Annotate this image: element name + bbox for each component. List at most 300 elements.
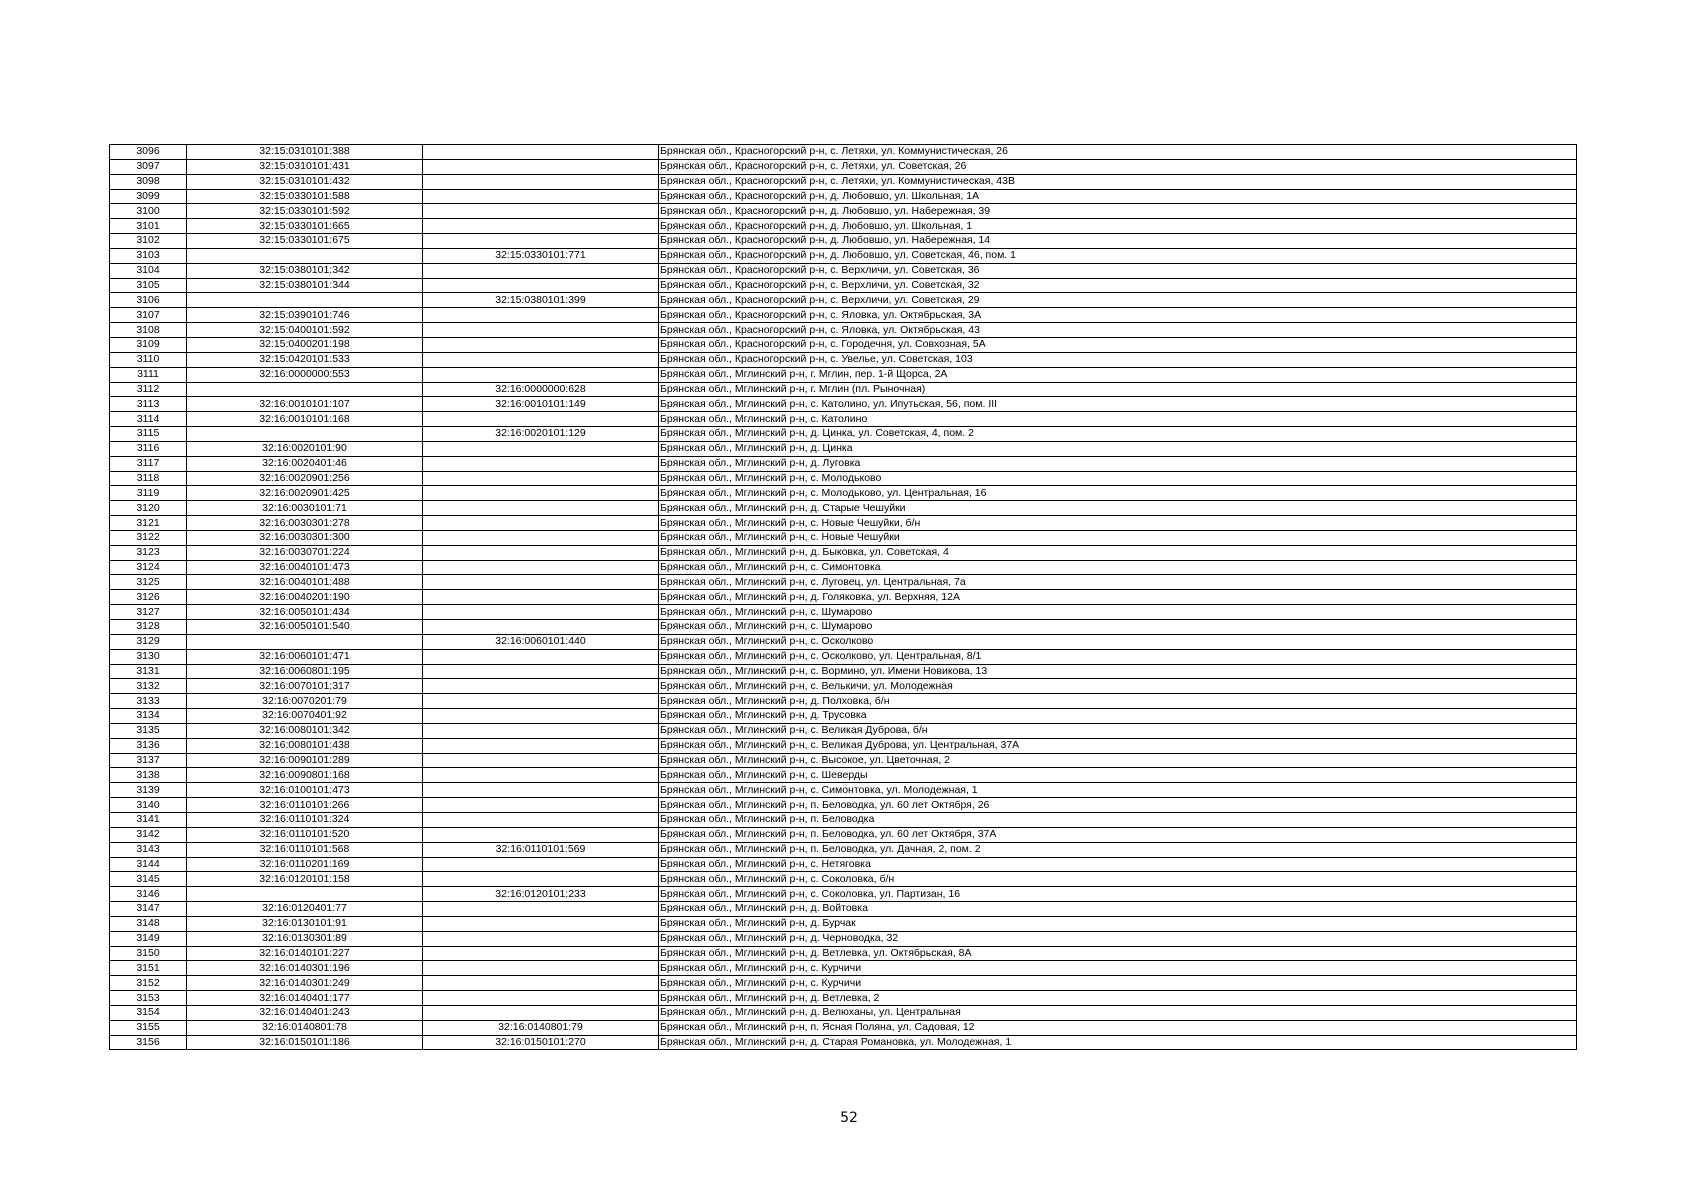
related-cadastral-number-cell bbox=[423, 575, 659, 590]
table-row bbox=[110, 308, 1577, 323]
table-row bbox=[110, 887, 1577, 902]
related-cadastral-number-cell: 32:16:0120101:233 bbox=[423, 887, 659, 902]
cadastral-number-cell bbox=[187, 382, 423, 397]
row-number-cell: 3124 bbox=[110, 560, 187, 575]
address-cell: Брянская обл., Мглинский р-н, с. Великая Дуброва, б/н bbox=[659, 723, 1577, 738]
address-cell: Брянская обл., Мглинский р-н, с. Нетяговка bbox=[659, 857, 1577, 872]
row-number-cell: 3114 bbox=[110, 412, 187, 427]
cadastral-number-cell: 32:16:0120101:158 bbox=[187, 872, 423, 887]
related-cadastral-number-cell bbox=[423, 709, 659, 724]
address-cell: Брянская обл., Красногорский р-н, д. Любовшо, ул. Набережная, 39 bbox=[659, 204, 1577, 219]
related-cadastral-number-cell: 32:16:0010101:149 bbox=[423, 397, 659, 412]
row-number-cell: 3152 bbox=[110, 976, 187, 991]
page-number: 52 bbox=[840, 1110, 858, 1126]
address-cell: Брянская обл., Мглинский р-н, с. Великая Дуброва, ул. Центральная, 37А bbox=[659, 738, 1577, 753]
table-row bbox=[110, 1020, 1577, 1035]
related-cadastral-number-cell: 32:15:0330101:771 bbox=[423, 248, 659, 263]
row-number-cell: 3111 bbox=[110, 367, 187, 382]
row-number-cell: 3155 bbox=[110, 1020, 187, 1035]
table-row bbox=[110, 248, 1577, 263]
row-number-cell: 3106 bbox=[110, 293, 187, 308]
address-cell: Брянская обл., Красногорский р-н, с. Верхличи, ул. Советская, 29 bbox=[659, 293, 1577, 308]
table-row bbox=[110, 916, 1577, 931]
row-number-cell: 3131 bbox=[110, 664, 187, 679]
table-row bbox=[110, 738, 1577, 753]
table-row bbox=[110, 976, 1577, 991]
table-row bbox=[110, 397, 1577, 412]
related-cadastral-number-cell bbox=[423, 560, 659, 575]
table-row bbox=[110, 812, 1577, 827]
row-number-cell: 3096 bbox=[110, 145, 187, 160]
cadastral-number-cell bbox=[187, 248, 423, 263]
related-cadastral-number-cell bbox=[423, 471, 659, 486]
table-row bbox=[110, 620, 1577, 635]
table-row bbox=[110, 323, 1577, 338]
row-number-cell: 3113 bbox=[110, 397, 187, 412]
table-row bbox=[110, 1035, 1577, 1050]
row-number-cell: 3129 bbox=[110, 634, 187, 649]
related-cadastral-number-cell bbox=[423, 323, 659, 338]
related-cadastral-number-cell bbox=[423, 145, 659, 160]
address-cell: Брянская обл., Мглинский р-н, д. Бурчак bbox=[659, 916, 1577, 931]
cadastral-number-cell: 32:16:0050101:434 bbox=[187, 605, 423, 620]
row-number-cell: 3122 bbox=[110, 530, 187, 545]
table-row bbox=[110, 174, 1577, 189]
cadastral-number-cell: 32:16:0040201:190 bbox=[187, 590, 423, 605]
table-row bbox=[110, 694, 1577, 709]
table-row bbox=[110, 753, 1577, 768]
cadastral-number-cell: 32:16:0040101:488 bbox=[187, 575, 423, 590]
row-number-cell: 3104 bbox=[110, 263, 187, 278]
cadastral-number-cell: 32:16:0110201:169 bbox=[187, 857, 423, 872]
address-cell: Брянская обл., Мглинский р-н, д. Ветлевка, 2 bbox=[659, 991, 1577, 1006]
cadastral-number-cell bbox=[187, 427, 423, 442]
address-cell: Брянская обл., Мглинский р-н, д. Быковка, ул. Советская, 4 bbox=[659, 545, 1577, 560]
related-cadastral-number-cell bbox=[423, 857, 659, 872]
cadastral-number-cell: 32:16:0140301:249 bbox=[187, 976, 423, 991]
cadastral-number-cell: 32:16:0090801:168 bbox=[187, 768, 423, 783]
cadastral-number-cell: 32:15:0310101:432 bbox=[187, 174, 423, 189]
cadastral-number-cell: 32:15:0310101:388 bbox=[187, 145, 423, 160]
related-cadastral-number-cell bbox=[423, 961, 659, 976]
row-number-cell: 3108 bbox=[110, 323, 187, 338]
table-row bbox=[110, 382, 1577, 397]
row-number-cell: 3123 bbox=[110, 545, 187, 560]
address-cell: Брянская обл., Мглинский р-н, с. Католино bbox=[659, 412, 1577, 427]
cadastral-number-cell: 32:15:0330101:675 bbox=[187, 234, 423, 249]
table-row bbox=[110, 293, 1577, 308]
address-cell: Брянская обл., Мглинский р-н, г. Мглин, пер. 1-й Щорса, 2А bbox=[659, 367, 1577, 382]
table-row bbox=[110, 842, 1577, 857]
row-number-cell: 3117 bbox=[110, 456, 187, 471]
cadastral-number-cell: 32:16:0070401:92 bbox=[187, 709, 423, 724]
table-row bbox=[110, 605, 1577, 620]
table-row bbox=[110, 204, 1577, 219]
related-cadastral-number-cell bbox=[423, 649, 659, 664]
related-cadastral-number-cell bbox=[423, 798, 659, 813]
table-row bbox=[110, 545, 1577, 560]
address-cell: Брянская обл., Мглинский р-н, п. Беловодка, ул. Дачная, 2, пом. 2 bbox=[659, 842, 1577, 857]
address-cell: Брянская обл., Мглинский р-н, с. Новые Чешуйки bbox=[659, 530, 1577, 545]
address-cell: Брянская обл., Красногорский р-н, д. Любовшо, ул. Школьная, 1 bbox=[659, 219, 1577, 234]
related-cadastral-number-cell bbox=[423, 738, 659, 753]
address-cell: Брянская обл., Мглинский р-н, с. Соколовка, ул. Партизан, 16 bbox=[659, 887, 1577, 902]
cadastral-number-cell: 32:16:0110101:568 bbox=[187, 842, 423, 857]
address-cell: Брянская обл., Мглинский р-н, с. Курчичи bbox=[659, 976, 1577, 991]
cadastral-number-cell: 32:15:0380101:344 bbox=[187, 278, 423, 293]
address-cell: Брянская обл., Мглинский р-н, п. Беловодка bbox=[659, 812, 1577, 827]
table-row bbox=[110, 530, 1577, 545]
row-number-cell: 3156 bbox=[110, 1035, 187, 1050]
address-cell: Брянская обл., Красногорский р-н, с. Летяхи, ул. Советская, 26 bbox=[659, 159, 1577, 174]
table-row bbox=[110, 783, 1577, 798]
cadastral-number-cell: 32:15:0400101:592 bbox=[187, 323, 423, 338]
cadastral-number-cell: 32:16:0140801:78 bbox=[187, 1020, 423, 1035]
table-row bbox=[110, 516, 1577, 531]
table-row bbox=[110, 798, 1577, 813]
address-cell: Брянская обл., Мглинский р-н, д. Голяковка, ул. Верхняя, 12А bbox=[659, 590, 1577, 605]
related-cadastral-number-cell bbox=[423, 827, 659, 842]
cadastral-number-cell: 32:15:0330101:665 bbox=[187, 219, 423, 234]
address-cell: Брянская обл., Красногорский р-н, д. Любовшо, ул. Школьная, 1А bbox=[659, 189, 1577, 204]
address-cell: Брянская обл., Мглинский р-н, д. Войтовка bbox=[659, 902, 1577, 917]
cadastral-number-cell bbox=[187, 634, 423, 649]
cadastral-number-cell: 32:16:0150101:186 bbox=[187, 1035, 423, 1050]
table-row bbox=[110, 1005, 1577, 1020]
table-row bbox=[110, 427, 1577, 442]
table-row bbox=[110, 961, 1577, 976]
cadastral-number-cell: 32:16:0110101:266 bbox=[187, 798, 423, 813]
row-number-cell: 3118 bbox=[110, 471, 187, 486]
row-number-cell: 3154 bbox=[110, 1005, 187, 1020]
row-number-cell: 3112 bbox=[110, 382, 187, 397]
address-cell: Брянская обл., Красногорский р-н, с. Верхличи, ул. Советская, 36 bbox=[659, 263, 1577, 278]
address-cell: Брянская обл., Мглинский р-н, с. Осколково bbox=[659, 634, 1577, 649]
row-number-cell: 3137 bbox=[110, 753, 187, 768]
cadastral-number-cell: 32:16:0010101:107 bbox=[187, 397, 423, 412]
cadastral-number-cell: 32:16:0140101:227 bbox=[187, 946, 423, 961]
cadastral-number-cell: 32:16:0120401:77 bbox=[187, 902, 423, 917]
row-number-cell: 3134 bbox=[110, 709, 187, 724]
related-cadastral-number-cell bbox=[423, 367, 659, 382]
row-number-cell: 3120 bbox=[110, 501, 187, 516]
cadastral-number-cell: 32:16:0020101:90 bbox=[187, 441, 423, 456]
row-number-cell: 3102 bbox=[110, 234, 187, 249]
cadastral-number-cell: 32:16:0140401:177 bbox=[187, 991, 423, 1006]
address-cell: Брянская обл., Мглинский р-н, с. Луговец, ул. Центральная, 7а bbox=[659, 575, 1577, 590]
row-number-cell: 3144 bbox=[110, 857, 187, 872]
row-number-cell: 3142 bbox=[110, 827, 187, 842]
table-row bbox=[110, 367, 1577, 382]
related-cadastral-number-cell bbox=[423, 337, 659, 352]
address-cell: Брянская обл., Мглинский р-н, д. Черноводка, 32 bbox=[659, 931, 1577, 946]
address-cell: Брянская обл., Мглинский р-н, г. Мглин (пл. Рыночная) bbox=[659, 382, 1577, 397]
address-cell: Брянская обл., Мглинский р-н, с. Симонтовка, ул. Молодежная, 1 bbox=[659, 783, 1577, 798]
related-cadastral-number-cell bbox=[423, 976, 659, 991]
row-number-cell: 3151 bbox=[110, 961, 187, 976]
cadastral-number-cell: 32:16:0040101:473 bbox=[187, 560, 423, 575]
cadastral-number-cell: 32:16:0010101:168 bbox=[187, 412, 423, 427]
related-cadastral-number-cell bbox=[423, 456, 659, 471]
table-row bbox=[110, 352, 1577, 367]
cadastral-number-cell: 32:15:0310101:431 bbox=[187, 159, 423, 174]
related-cadastral-number-cell bbox=[423, 486, 659, 501]
row-number-cell: 3133 bbox=[110, 694, 187, 709]
related-cadastral-number-cell bbox=[423, 1005, 659, 1020]
related-cadastral-number-cell bbox=[423, 530, 659, 545]
cadastral-number-cell bbox=[187, 887, 423, 902]
row-number-cell: 3140 bbox=[110, 798, 187, 813]
cadastral-number-cell: 32:16:0020901:425 bbox=[187, 486, 423, 501]
row-number-cell: 3107 bbox=[110, 308, 187, 323]
registry-table bbox=[109, 144, 1577, 1050]
address-cell: Брянская обл., Мглинский р-н, п. Ясная Поляна, ул. Садовая, 12 bbox=[659, 1020, 1577, 1035]
table-row bbox=[110, 501, 1577, 516]
related-cadastral-number-cell bbox=[423, 204, 659, 219]
table-row bbox=[110, 219, 1577, 234]
table-row bbox=[110, 456, 1577, 471]
table-row bbox=[110, 159, 1577, 174]
table-row bbox=[110, 768, 1577, 783]
table-row bbox=[110, 649, 1577, 664]
row-number-cell: 3126 bbox=[110, 590, 187, 605]
registry-table-container bbox=[109, 144, 1577, 1050]
address-cell: Брянская обл., Мглинский р-н, с. Новые Чешуйки, б/н bbox=[659, 516, 1577, 531]
address-cell: Брянская обл., Мглинский р-н, с. Велькичи, ул. Молодежная bbox=[659, 679, 1577, 694]
related-cadastral-number-cell bbox=[423, 768, 659, 783]
related-cadastral-number-cell bbox=[423, 872, 659, 887]
row-number-cell: 3116 bbox=[110, 441, 187, 456]
address-cell: Брянская обл., Мглинский р-н, с. Симонтовка bbox=[659, 560, 1577, 575]
related-cadastral-number-cell: 32:16:0150101:270 bbox=[423, 1035, 659, 1050]
cadastral-number-cell: 32:16:0110101:324 bbox=[187, 812, 423, 827]
address-cell: Брянская обл., Мглинский р-н, с. Шеверды bbox=[659, 768, 1577, 783]
related-cadastral-number-cell: 32:16:0020101:129 bbox=[423, 427, 659, 442]
table-row bbox=[110, 679, 1577, 694]
address-cell: Брянская обл., Мглинский р-н, п. Беловодка, ул. 60 лет Октября, 26 bbox=[659, 798, 1577, 813]
cadastral-number-cell: 32:16:0130301:89 bbox=[187, 931, 423, 946]
table-row bbox=[110, 590, 1577, 605]
row-number-cell: 3141 bbox=[110, 812, 187, 827]
table-row bbox=[110, 575, 1577, 590]
table-row bbox=[110, 902, 1577, 917]
cadastral-number-cell: 32:16:0140301:196 bbox=[187, 961, 423, 976]
table-row bbox=[110, 145, 1577, 160]
address-cell: Брянская обл., Мглинский р-н, с. Осколково, ул. Центральная, 8/1 bbox=[659, 649, 1577, 664]
table-row bbox=[110, 486, 1577, 501]
related-cadastral-number-cell: 32:15:0380101:399 bbox=[423, 293, 659, 308]
address-cell: Брянская обл., Красногорский р-н, д. Любовшо, ул. Советская, 46, пом. 1 bbox=[659, 248, 1577, 263]
address-cell: Брянская обл., Мглинский р-н, п. Беловодка, ул. 60 лет Октября, 37А bbox=[659, 827, 1577, 842]
cadastral-number-cell: 32:16:0020901:256 bbox=[187, 471, 423, 486]
cadastral-number-cell: 32:15:0400201:198 bbox=[187, 337, 423, 352]
related-cadastral-number-cell bbox=[423, 352, 659, 367]
related-cadastral-number-cell bbox=[423, 946, 659, 961]
table-row bbox=[110, 872, 1577, 887]
cadastral-number-cell: 32:16:0080101:342 bbox=[187, 723, 423, 738]
related-cadastral-number-cell: 32:16:0110101:569 bbox=[423, 842, 659, 857]
table-row bbox=[110, 709, 1577, 724]
related-cadastral-number-cell bbox=[423, 189, 659, 204]
related-cadastral-number-cell bbox=[423, 516, 659, 531]
cadastral-number-cell: 32:16:0030101:71 bbox=[187, 501, 423, 516]
table-row bbox=[110, 634, 1577, 649]
table-row bbox=[110, 471, 1577, 486]
table-row bbox=[110, 723, 1577, 738]
row-number-cell: 3101 bbox=[110, 219, 187, 234]
row-number-cell: 3103 bbox=[110, 248, 187, 263]
cadastral-number-cell: 32:15:0380101:342 bbox=[187, 263, 423, 278]
cadastral-number-cell: 32:16:0100101:473 bbox=[187, 783, 423, 798]
address-cell: Брянская обл., Мглинский р-н, д. Цинка, ул. Советская, 4, пом. 2 bbox=[659, 427, 1577, 442]
cadastral-number-cell: 32:16:0090101:289 bbox=[187, 753, 423, 768]
row-number-cell: 3145 bbox=[110, 872, 187, 887]
table-row bbox=[110, 946, 1577, 961]
table-row bbox=[110, 234, 1577, 249]
row-number-cell: 3132 bbox=[110, 679, 187, 694]
related-cadastral-number-cell bbox=[423, 234, 659, 249]
related-cadastral-number-cell bbox=[423, 812, 659, 827]
related-cadastral-number-cell bbox=[423, 501, 659, 516]
table-row bbox=[110, 189, 1577, 204]
row-number-cell: 3110 bbox=[110, 352, 187, 367]
address-cell: Брянская обл., Мглинский р-н, д. Старые Чешуйки bbox=[659, 501, 1577, 516]
row-number-cell: 3097 bbox=[110, 159, 187, 174]
table-row bbox=[110, 931, 1577, 946]
related-cadastral-number-cell bbox=[423, 174, 659, 189]
address-cell: Брянская обл., Мглинский р-н, д. Полховка, б/н bbox=[659, 694, 1577, 709]
related-cadastral-number-cell: 32:16:0140801:79 bbox=[423, 1020, 659, 1035]
related-cadastral-number-cell bbox=[423, 263, 659, 278]
row-number-cell: 3127 bbox=[110, 605, 187, 620]
cadastral-number-cell: 32:15:0330101:588 bbox=[187, 189, 423, 204]
related-cadastral-number-cell bbox=[423, 412, 659, 427]
address-cell: Брянская обл., Красногорский р-н, д. Любовшо, ул. Набережная, 14 bbox=[659, 234, 1577, 249]
address-cell: Брянская обл., Красногорский р-н, с. Верхличи, ул. Советская, 32 bbox=[659, 278, 1577, 293]
table-row bbox=[110, 412, 1577, 427]
address-cell: Брянская обл., Мглинский р-н, с. Соколовка, б/н bbox=[659, 872, 1577, 887]
cadastral-number-cell: 32:16:0130101:91 bbox=[187, 916, 423, 931]
address-cell: Брянская обл., Красногорский р-н, с. Увелье, ул. Советская, 103 bbox=[659, 352, 1577, 367]
table-row bbox=[110, 664, 1577, 679]
row-number-cell: 3119 bbox=[110, 486, 187, 501]
cadastral-number-cell: 32:15:0330101:592 bbox=[187, 204, 423, 219]
row-number-cell: 3121 bbox=[110, 516, 187, 531]
address-cell: Брянская обл., Красногорский р-н, с. Яловка, ул. Октябрьская, 43 bbox=[659, 323, 1577, 338]
row-number-cell: 3139 bbox=[110, 783, 187, 798]
cadastral-number-cell: 32:16:0060801:195 bbox=[187, 664, 423, 679]
row-number-cell: 3150 bbox=[110, 946, 187, 961]
related-cadastral-number-cell bbox=[423, 308, 659, 323]
related-cadastral-number-cell bbox=[423, 991, 659, 1006]
related-cadastral-number-cell bbox=[423, 723, 659, 738]
row-number-cell: 3135 bbox=[110, 723, 187, 738]
address-cell: Брянская обл., Красногорский р-н, с. Летяхи, ул. Коммунистическая, 43В bbox=[659, 174, 1577, 189]
address-cell: Брянская обл., Мглинский р-н, д. Луговка bbox=[659, 456, 1577, 471]
table-row bbox=[110, 560, 1577, 575]
related-cadastral-number-cell bbox=[423, 783, 659, 798]
table-row bbox=[110, 827, 1577, 842]
registry-table-body bbox=[110, 145, 1577, 1050]
row-number-cell: 3146 bbox=[110, 887, 187, 902]
related-cadastral-number-cell bbox=[423, 441, 659, 456]
row-number-cell: 3143 bbox=[110, 842, 187, 857]
related-cadastral-number-cell bbox=[423, 679, 659, 694]
table-row bbox=[110, 857, 1577, 872]
cadastral-number-cell: 32:16:0110101:520 bbox=[187, 827, 423, 842]
row-number-cell: 3130 bbox=[110, 649, 187, 664]
related-cadastral-number-cell bbox=[423, 605, 659, 620]
row-number-cell: 3138 bbox=[110, 768, 187, 783]
cadastral-number-cell: 32:16:0030701:224 bbox=[187, 545, 423, 560]
related-cadastral-number-cell bbox=[423, 694, 659, 709]
related-cadastral-number-cell bbox=[423, 902, 659, 917]
row-number-cell: 3136 bbox=[110, 738, 187, 753]
cadastral-number-cell: 32:16:0140401:243 bbox=[187, 1005, 423, 1020]
address-cell: Брянская обл., Красногорский р-н, с. Летяхи, ул. Коммунистическая, 26 bbox=[659, 145, 1577, 160]
row-number-cell: 3115 bbox=[110, 427, 187, 442]
related-cadastral-number-cell bbox=[423, 159, 659, 174]
cadastral-number-cell: 32:15:0390101:746 bbox=[187, 308, 423, 323]
row-number-cell: 3148 bbox=[110, 916, 187, 931]
address-cell: Брянская обл., Мглинский р-н, д. Велюханы, ул. Центральная bbox=[659, 1005, 1577, 1020]
table-row bbox=[110, 337, 1577, 352]
cadastral-number-cell: 32:16:0030301:300 bbox=[187, 530, 423, 545]
cadastral-number-cell: 32:16:0070201:79 bbox=[187, 694, 423, 709]
address-cell: Брянская обл., Мглинский р-н, с. Курчичи bbox=[659, 961, 1577, 976]
related-cadastral-number-cell: 32:16:0060101:440 bbox=[423, 634, 659, 649]
related-cadastral-number-cell bbox=[423, 916, 659, 931]
related-cadastral-number-cell bbox=[423, 545, 659, 560]
address-cell: Брянская обл., Красногорский р-н, с. Яловка, ул. Октябрьская, 3А bbox=[659, 308, 1577, 323]
row-number-cell: 3147 bbox=[110, 902, 187, 917]
table-row bbox=[110, 991, 1577, 1006]
row-number-cell: 3125 bbox=[110, 575, 187, 590]
cadastral-number-cell: 32:16:0080101:438 bbox=[187, 738, 423, 753]
related-cadastral-number-cell: 32:16:0000000:628 bbox=[423, 382, 659, 397]
cadastral-number-cell: 32:15:0420101:533 bbox=[187, 352, 423, 367]
cadastral-number-cell: 32:16:0030301:278 bbox=[187, 516, 423, 531]
address-cell: Брянская обл., Мглинский р-н, с. Шумарово bbox=[659, 605, 1577, 620]
address-cell: Брянская обл., Мглинский р-н, с. Вормино, ул. Имени Новикова, 13 bbox=[659, 664, 1577, 679]
cadastral-number-cell: 32:16:0020401:46 bbox=[187, 456, 423, 471]
address-cell: Брянская обл., Красногорский р-н, с. Городечня, ул. Совхозная, 5А bbox=[659, 337, 1577, 352]
row-number-cell: 3099 bbox=[110, 189, 187, 204]
row-number-cell: 3128 bbox=[110, 620, 187, 635]
row-number-cell: 3098 bbox=[110, 174, 187, 189]
related-cadastral-number-cell bbox=[423, 219, 659, 234]
table-row bbox=[110, 278, 1577, 293]
address-cell: Брянская обл., Мглинский р-н, с. Шумарово bbox=[659, 620, 1577, 635]
address-cell: Брянская обл., Мглинский р-н, д. Ветлевка, ул. Октябрьская, 8А bbox=[659, 946, 1577, 961]
row-number-cell: 3149 bbox=[110, 931, 187, 946]
address-cell: Брянская обл., Мглинский р-н, д. Старая Романовка, ул. Молодежная, 1 bbox=[659, 1035, 1577, 1050]
table-row bbox=[110, 441, 1577, 456]
cadastral-number-cell: 32:16:0050101:540 bbox=[187, 620, 423, 635]
cadastral-number-cell: 32:16:0060101:471 bbox=[187, 649, 423, 664]
row-number-cell: 3153 bbox=[110, 991, 187, 1006]
cadastral-number-cell: 32:16:0000000:553 bbox=[187, 367, 423, 382]
related-cadastral-number-cell bbox=[423, 664, 659, 679]
row-number-cell: 3109 bbox=[110, 337, 187, 352]
row-number-cell: 3100 bbox=[110, 204, 187, 219]
address-cell: Брянская обл., Мглинский р-н, с. Молодьково bbox=[659, 471, 1577, 486]
cadastral-number-cell: 32:16:0070101:317 bbox=[187, 679, 423, 694]
address-cell: Брянская обл., Мглинский р-н, д. Цинка bbox=[659, 441, 1577, 456]
table-row bbox=[110, 263, 1577, 278]
cadastral-number-cell bbox=[187, 293, 423, 308]
related-cadastral-number-cell bbox=[423, 590, 659, 605]
